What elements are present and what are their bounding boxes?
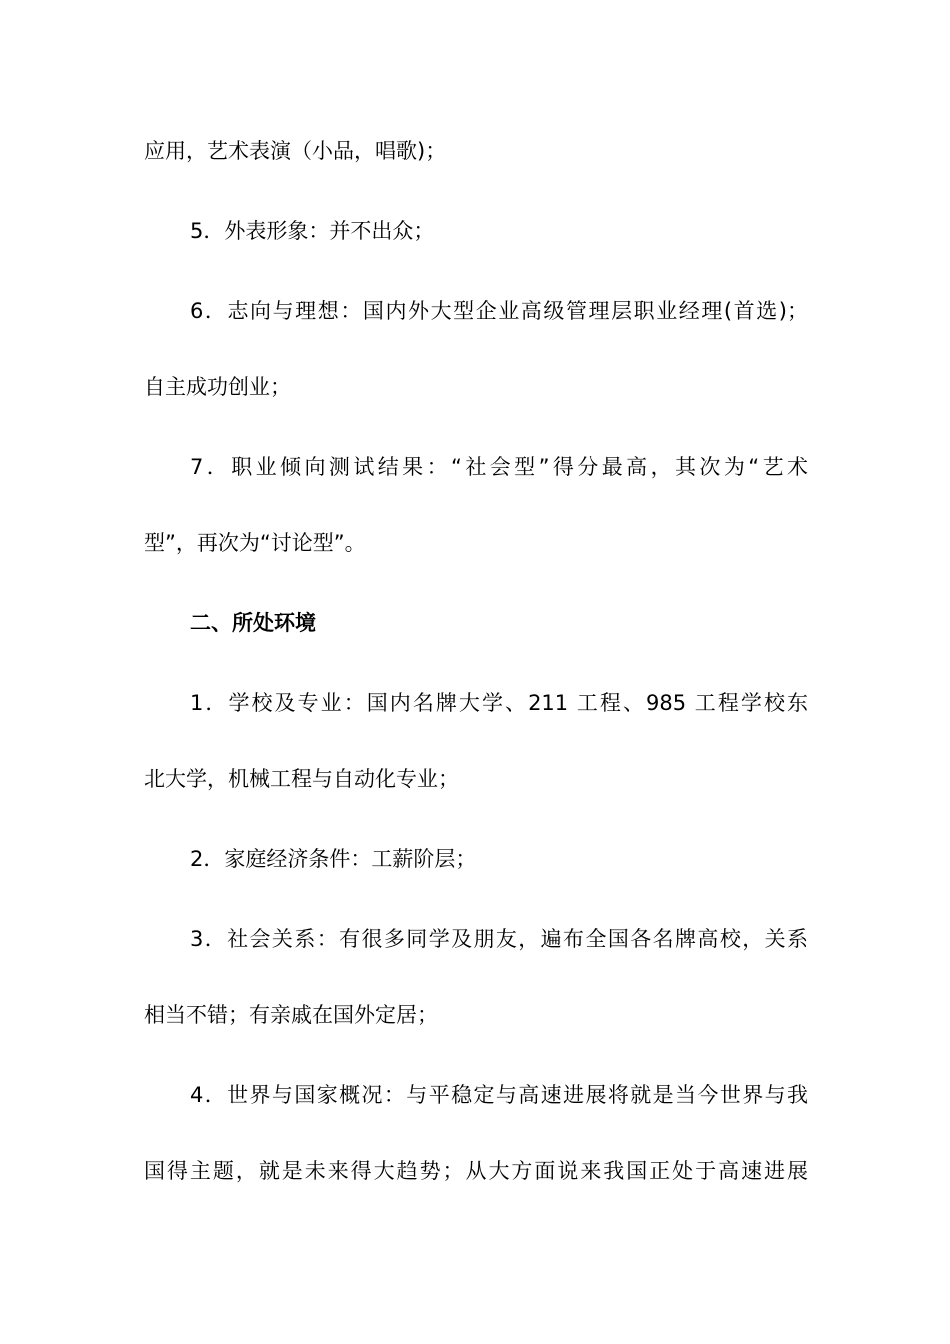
list-item-family: 2．家庭经济条件：工薪阶层； — [190, 847, 477, 871]
list-item-ambition: 6．志向与理想：国内外大型企业高级管理层职业经理(首选)； — [190, 299, 808, 323]
list-item-school: 1．学校及专业：国内名牌大学、211 工程、985 工程学校东 — [190, 691, 808, 715]
list-item-career-test: 7．职业倾向测试结果：“社会型”得分最高，其次为“艺术 — [190, 455, 808, 479]
list-item-world: 4．世界与国家概况：与平稳定与高速进展将就是当今世界与我 — [190, 1083, 808, 1107]
text-line-continuation: 型”，再次为“讨论型”。 — [144, 531, 366, 555]
text-line-continuation: 北大学，机械工程与自动化专业； — [144, 767, 459, 791]
text-line-continuation: 国得主题，就是未来得大趋势；从大方面说来我国正处于高速进展 — [144, 1159, 808, 1183]
text-line-continuation: 应用，艺术表演（小品，唱歌)； — [144, 139, 447, 163]
text-line-continuation: 自主成功创业； — [144, 375, 291, 399]
text-line-continuation: 相当不错；有亲戚在国外定居； — [144, 1003, 438, 1027]
section-heading: 二、所处环境 — [190, 611, 316, 635]
list-item-social: 3．社会关系：有很多同学及朋友，遍布全国各名牌高校，关系 — [190, 927, 808, 951]
list-item-appearance: 5．外表形象：并不出众； — [190, 219, 435, 243]
